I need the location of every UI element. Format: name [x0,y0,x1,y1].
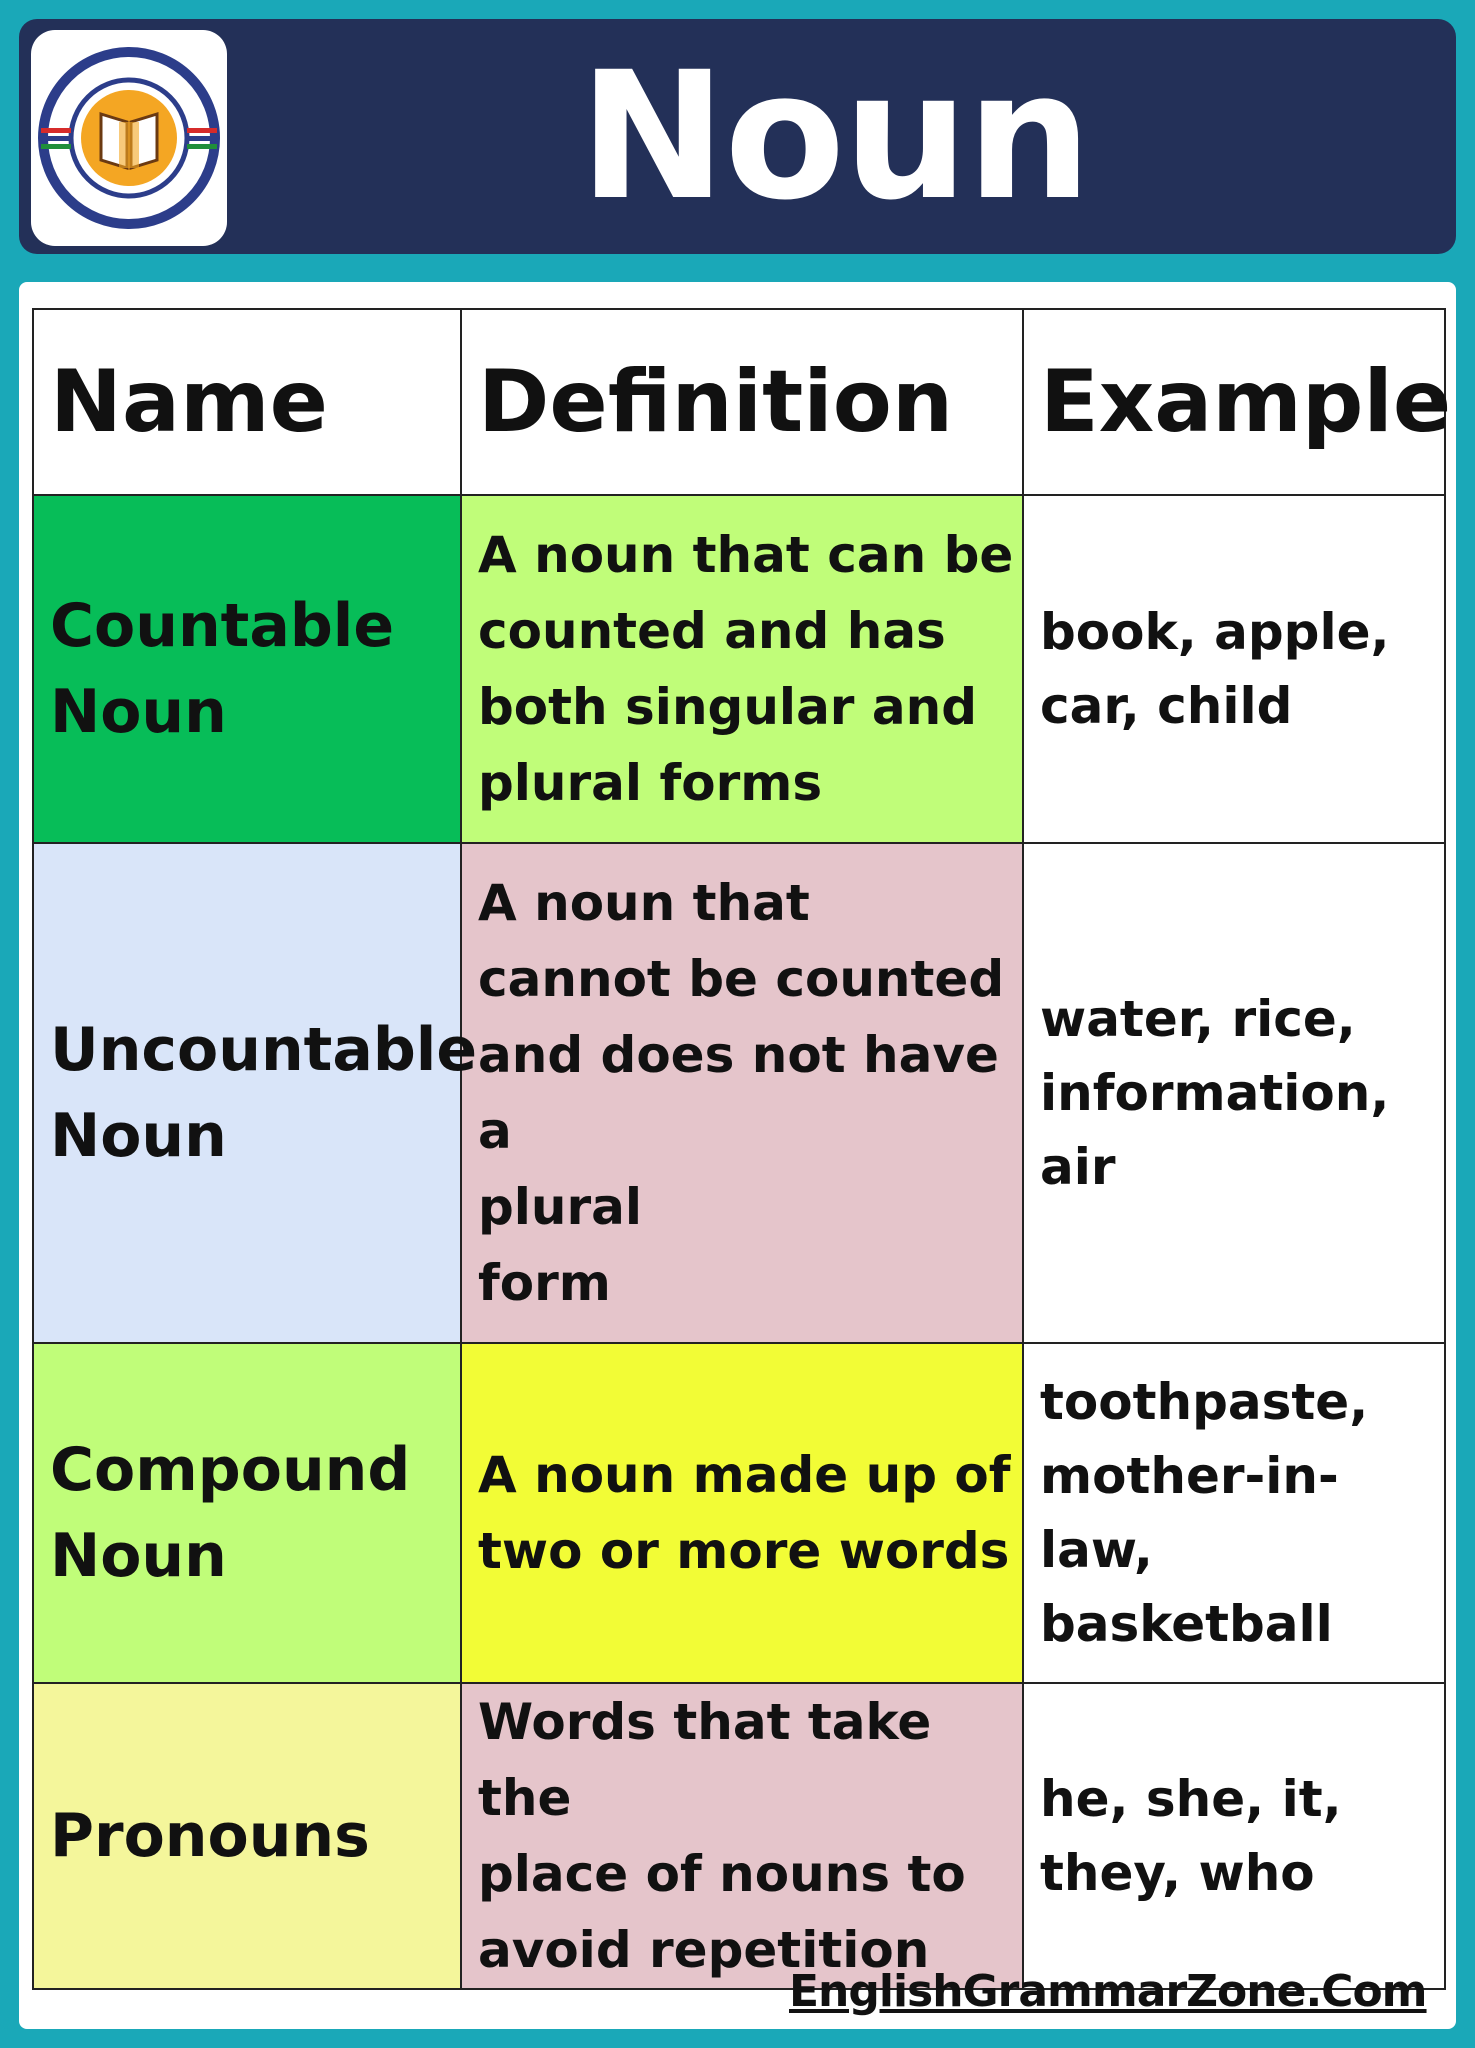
row-definition: A noun made up of two or more words [461,1343,1023,1683]
row-name: Pronouns [33,1683,461,1989]
header-definition: Definition [461,309,1023,495]
row-definition: Words that take the place of nouns to avoid repetition [461,1683,1023,1989]
row-name: Countable Noun [33,495,461,843]
header-example: Example [1023,309,1445,495]
table-row [33,843,1445,1343]
table-row [33,495,1445,843]
content-card [19,282,1456,2029]
noun-table [32,308,1452,1990]
header-name: Name [33,309,461,495]
row-name: Uncountable Noun [33,843,461,1343]
row-example: he, she, it, they, who [1023,1683,1445,1989]
page-title: Noun [579,34,1090,239]
site-link[interactable]: EnglishGrammarZone.Com [789,1966,1427,2017]
header-banner [19,19,1456,254]
row-definition: A noun that cannot be counted and does not have a plural form [461,843,1023,1343]
table-row [33,1343,1445,1683]
row-example: toothpaste, mother-in- law, basketball [1023,1343,1445,1683]
row-definition: A noun that can be counted and has both singular and plural forms [461,495,1023,843]
book-logo-icon [31,30,227,246]
row-example: water, rice, information, air [1023,843,1445,1343]
row-example: book, apple, car, child [1023,495,1445,843]
row-name: Compound Noun [33,1343,461,1683]
table-header-row [33,309,1445,495]
table-row [33,1683,1445,1989]
logo [31,30,227,246]
